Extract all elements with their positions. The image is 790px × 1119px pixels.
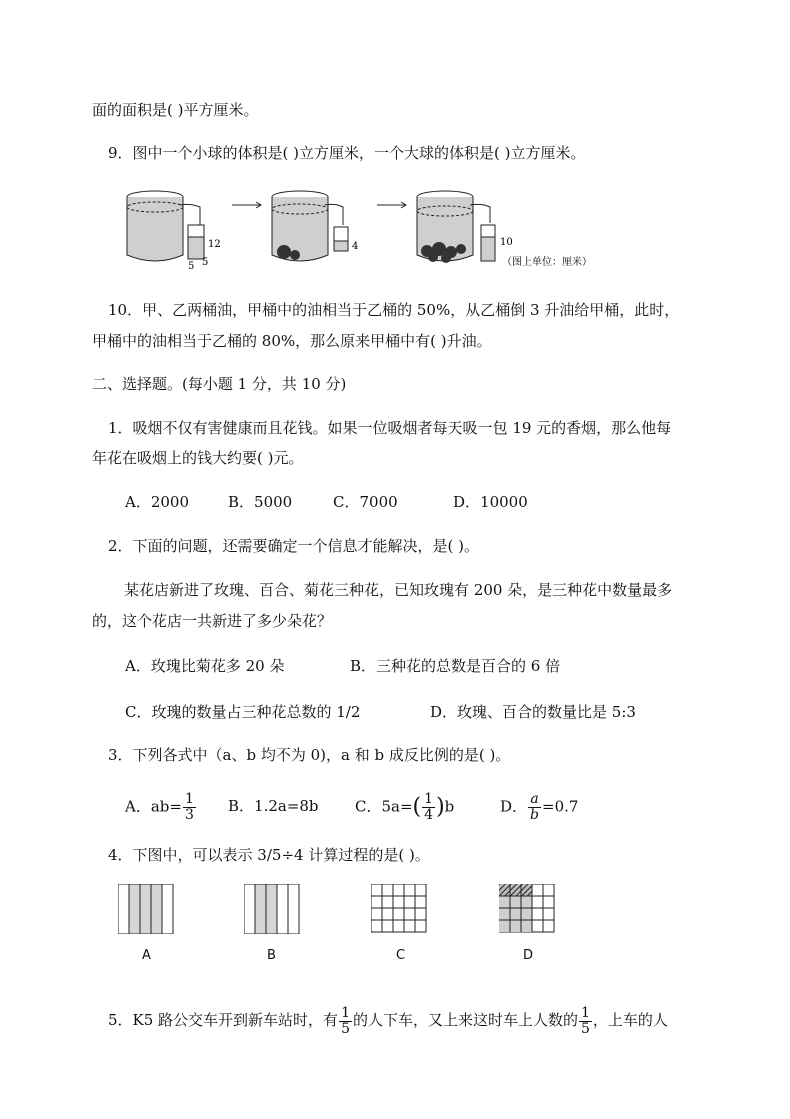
fraction-one-fifth-a: $\frac{1}{5}$ bbox=[341, 1004, 350, 1037]
choice-3-option-d bbox=[500, 792, 578, 823]
question-10-line2: 甲桶中的油相当于乙桶的 80%，那么原来甲桶中有( )升油。 bbox=[92, 332, 492, 350]
dim-10: 10 bbox=[500, 237, 513, 248]
q9-diagram bbox=[120, 185, 620, 275]
dim-4: 4 bbox=[352, 241, 359, 252]
section-2-heading: 二、选择题。(每小题 1 分，共 10 分) bbox=[92, 375, 347, 393]
choice-1-line1: 1．吸烟不仅有害健康而且花钱。如果一位吸烟者每天吸一包 19 元的香烟，那么他每 bbox=[108, 419, 672, 437]
choice-2-option-d: D．玫瑰、百合的数量比是 5:3 bbox=[430, 703, 636, 721]
choice-5-prefix: 5．K5 路公交车开到新车站时，有 bbox=[108, 1011, 339, 1029]
choice-1-option-b: B．5000 bbox=[228, 493, 293, 511]
dim-5a: 5 bbox=[188, 261, 195, 272]
beaker-3 bbox=[417, 191, 495, 263]
choice-4-stem: 4．下图中，可以表示 3/5÷4 计算过程的是( )。 bbox=[108, 846, 430, 864]
figure-b bbox=[244, 884, 300, 934]
choice-2-option-a: A．玫瑰比菊花多 20 朵 bbox=[125, 657, 285, 675]
choice-1-option-a: A．2000 bbox=[125, 493, 190, 511]
choice-2-option-c: C．玫瑰的数量占三种花总数的 1/2 bbox=[125, 703, 361, 721]
beaker-2 bbox=[272, 191, 348, 261]
fraction-one-fourth: $\frac{1}{4}$ bbox=[424, 791, 434, 823]
option-c-text: C．5a= bbox=[355, 797, 413, 816]
figure-a-label: A bbox=[142, 948, 151, 963]
choice-5-mid: 的人下车，又上来这时车上人数的 bbox=[352, 1011, 578, 1029]
figure-c bbox=[371, 884, 427, 934]
choice-2-line1: 某花店新进了玫瑰、百合、菊花三种花，已知玫瑰有 200 朵，是三种花中数量最多 bbox=[124, 581, 673, 599]
choice-2-stem: 2．下面的问题，还需要确定一个信息才能解决，是( )。 bbox=[108, 537, 480, 555]
figure-b-label: B bbox=[267, 948, 276, 963]
choice-3-stem: 3．下列各式中（a、b 均不为 0)，a 和 b 成反比例的是( )。 bbox=[108, 746, 511, 764]
option-d-text: D． bbox=[500, 797, 528, 816]
choice-2-option-b: B．三种花的总数是百合的 6 倍 bbox=[350, 657, 561, 675]
fraction-one-third: $\frac{1}{3}$ bbox=[184, 791, 194, 823]
choice-3-option-a bbox=[125, 792, 197, 823]
fraction-a-over-b: $\frac{a}{b}$ bbox=[530, 791, 539, 823]
dim-5b: 5 bbox=[202, 257, 209, 268]
question-9: 9．图中一个小球的体积是( )立方厘米，一个大球的体积是( )立方厘米。 bbox=[108, 144, 586, 162]
question-10-line1: 10．甲、乙两桶油，甲桶中的油相当于乙桶的 50%，从乙桶倒 3 升油给甲桶，此时， bbox=[108, 301, 680, 319]
choice-5-line1 bbox=[108, 1000, 668, 1040]
choice-2-line2: 的，这个花店一共新进了多少朵花？ bbox=[92, 612, 333, 630]
figure-c-label: C bbox=[396, 948, 406, 963]
dim-12: 12 bbox=[208, 239, 221, 250]
choice-1-option-c: C．7000 bbox=[333, 493, 398, 511]
beaker-1 bbox=[127, 191, 204, 261]
choice-1-option-d: D．10000 bbox=[453, 493, 528, 511]
unit-note: （图上单位：厘米） bbox=[502, 257, 592, 268]
choice-3-option-b: B．1.2a=8b bbox=[228, 797, 319, 815]
choice-5-suffix: ，上车的人 bbox=[592, 1011, 668, 1029]
choice-3-option-c: C．5a=( $\frac{1}{4}$ )b bbox=[355, 791, 455, 823]
option-c-suffix: b bbox=[444, 797, 455, 816]
figure-d bbox=[499, 884, 555, 934]
option-d-suffix: =0.7 bbox=[542, 797, 579, 816]
choice-1-line2: 年花在吸烟上的钱大约要( )元。 bbox=[92, 449, 304, 467]
q8-tail: 面的面积是( )平方厘米。 bbox=[92, 101, 259, 119]
fraction-one-fifth-b: $\frac{1}{5}$ bbox=[581, 1004, 590, 1037]
figure-d-label: D bbox=[523, 948, 534, 963]
figure-a bbox=[118, 884, 174, 934]
option-a-text: A．ab= bbox=[125, 797, 182, 816]
